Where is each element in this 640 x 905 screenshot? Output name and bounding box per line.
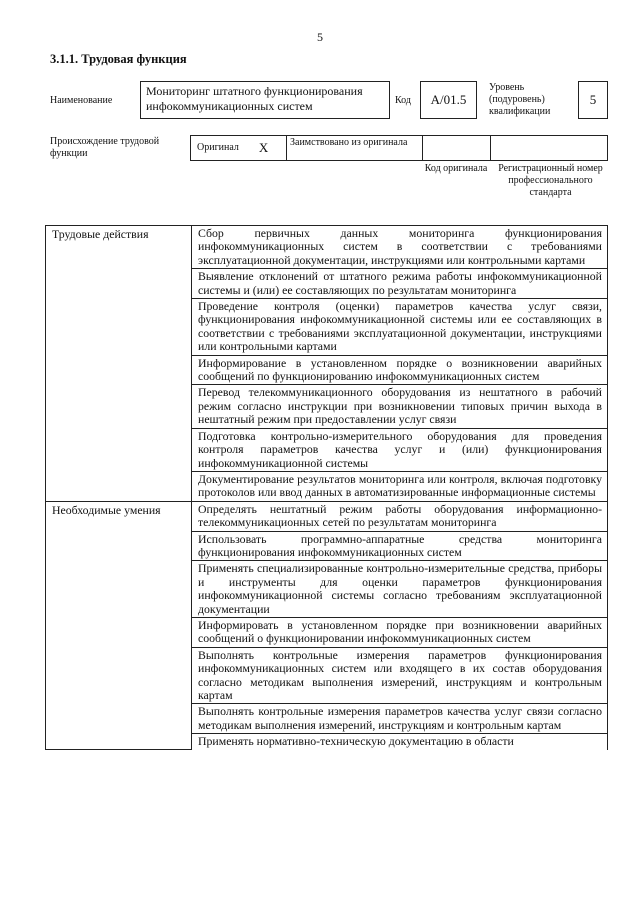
qualification-level-label: Уровень (подуровень) квалификации: [489, 82, 551, 117]
origin-original-label: Оригинал: [197, 142, 239, 153]
name-label: Наименование: [50, 95, 113, 106]
origin-x-mark: X: [258, 140, 269, 155]
page-number: 5: [317, 30, 323, 44]
table-cell: Подготовка контрольно-измерительного оборудования для проведения контроля параметров качества услуг и (или) функционирования инфокоммуникационной системы: [192, 428, 608, 471]
section-title: 3.1.1. Трудовая функция: [50, 52, 187, 66]
code-original-caption: Код оригинала: [424, 163, 488, 174]
qualification-level-box: 5: [578, 81, 608, 119]
table-cell: Информирование в установленном порядке о возникновении аварийных сообщений по функционированию инфокоммуникационных систем: [192, 355, 608, 385]
origin-table: [190, 135, 608, 161]
table-cell: Информировать в установленном порядке при возникновении аварийных сообщений о функционировании инфокоммуникационных систем: [192, 617, 608, 647]
table-cell: Использовать программно-аппаратные средства мониторинга функционирования инфокоммуникационных систем: [192, 531, 608, 561]
table-cell: Выполнять контрольные измерения параметров качества услуг связи согласно методикам выполнения измерений, инструкциям и контрольным картам: [192, 704, 608, 734]
function-details-table: [45, 225, 608, 750]
table-row: [46, 226, 608, 269]
table-cell: Применять нормативно-техническую документацию в области: [192, 734, 608, 750]
table-cell: Перевод телекоммуникационного оборудования из нештатного в рабочий режим согласно инструкции при возникновении типовых причин выхода в нештатный режим при предоставлении услуг связи: [192, 385, 608, 428]
table-row: [46, 501, 608, 531]
table-cell: Сбор первичных данных мониторинга функционирования инфокоммуникационных систем в соответствии с требованиями эксплуатационной документации, инструкциями или контрольными картами: [192, 226, 608, 269]
code-label: Код: [395, 95, 411, 106]
category-cell: Необходимые умения: [46, 501, 192, 749]
table-cell: Выявление отклонений от штатного режима работы инфокоммуникационной системы и (или) ее составляющих по результатам мониторинга: [192, 269, 608, 299]
category-cell: Трудовые действия: [46, 226, 192, 502]
origin-reg-cell: [491, 136, 607, 160]
table-cell: Применять специализированные контрольно-измерительные средства, приборы и инструменты для оценки параметров функционирования инфокоммуникационной системы согласно требованиям эксплуатационной документации: [192, 561, 608, 618]
origin-original-cell: [191, 136, 287, 160]
reg-number-caption: Регистрационный номер профессионального стандарта: [498, 163, 603, 198]
table-cell: Определять нештатный режим работы оборудования информационно-телекоммуникационных сетей по результатам мониторинга: [192, 501, 608, 531]
table-cell: Проведение контроля (оценки) параметров качества услуг связи, функционирования инфокоммуникационной системы или ее составляющих в соответствии с требованиями эксплуатационной документации, инструкциями или контрольными картами: [192, 299, 608, 356]
table-cell: Документирование результатов мониторинга или контроля, включая подготовку протоколов или ввод данных в автоматизированные информационные системы: [192, 471, 608, 501]
table-cell: Выполнять контрольные измерения параметров функционирования инфокоммуникационных систем или входящего в их состав оборудования согласно методикам выполнения измерений, инструкциям и контрольным картам: [192, 647, 608, 704]
function-code-box: А/01.5: [420, 81, 477, 119]
origin-borrowed-cell: Заимствовано из оригинала: [287, 136, 423, 160]
origin-label: Происхождение трудовой функции: [50, 136, 160, 159]
function-name-box: Мониторинг штатного функционирования инфокоммуникационных систем: [140, 81, 390, 119]
origin-code-cell: [423, 136, 491, 160]
